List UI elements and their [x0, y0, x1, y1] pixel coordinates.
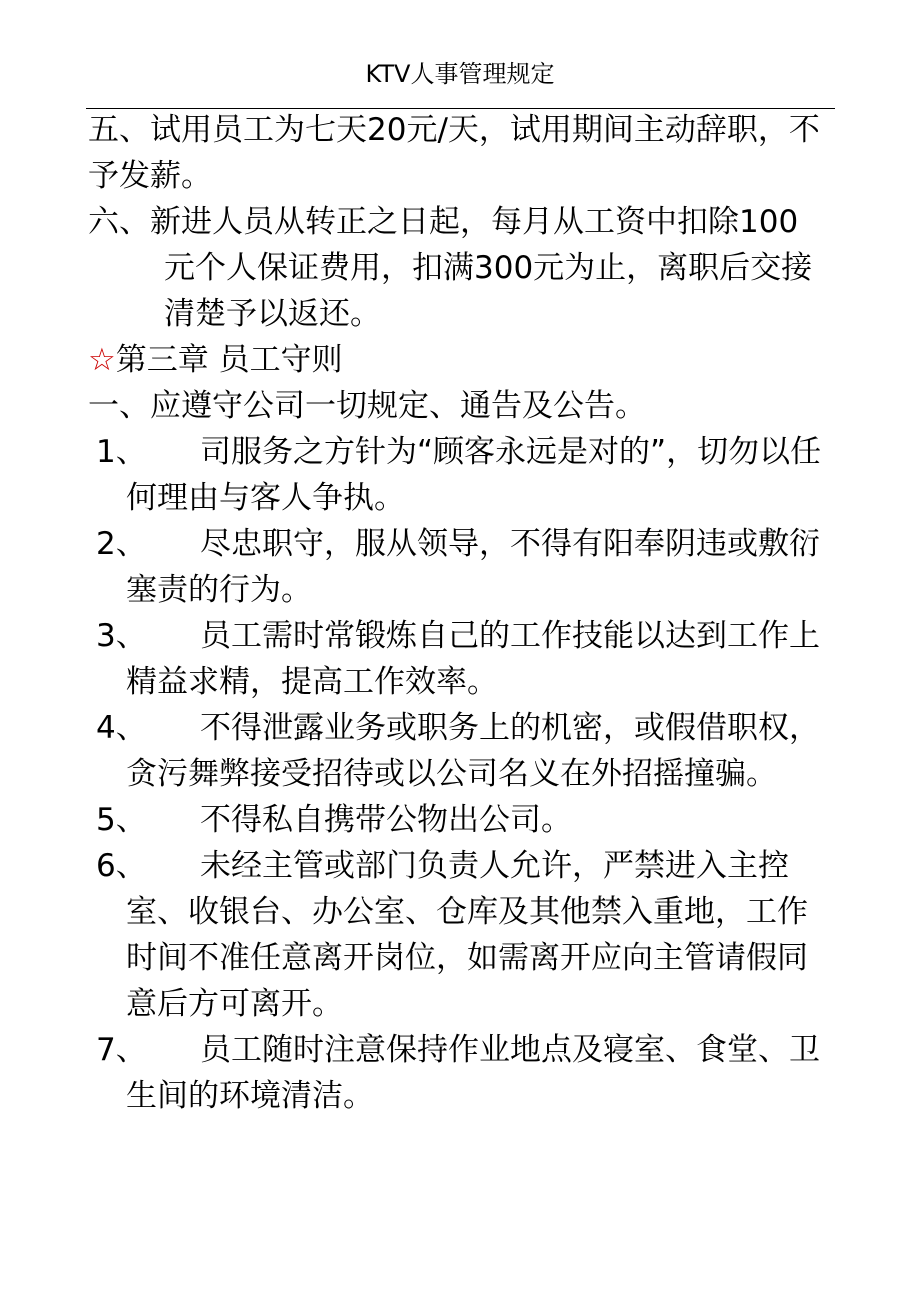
list-item-number: 4、	[96, 710, 147, 746]
list-item-text: 未经主管或部门负责人允许，严禁进入主控室、收银台、办公室、仓库及其他禁入重地，工作时间不准任意离开岗位，如需离开应向主管请假同意后方可离开。	[126, 848, 808, 1022]
list-item	[88, 843, 828, 1027]
list-item-number: 3、	[96, 618, 147, 654]
list-item-number: 6、	[96, 848, 147, 884]
list-item-text: 员工随时注意保持作业地点及寝室、食堂、卫生间的环境清洁。	[126, 1032, 820, 1114]
list-item	[88, 797, 828, 843]
chapter-title: 第三章 员工守则	[115, 342, 343, 378]
list-item	[88, 1027, 828, 1119]
list-item	[88, 429, 828, 521]
list-item-number: 1、	[96, 434, 147, 470]
chapter-heading	[88, 337, 828, 383]
star-icon: ☆	[88, 342, 116, 378]
list-item-text: 不得泄露业务或职务上的机密，或假借职权，贪污舞弊接受招待或以公司名义在外招摇撞骗。	[126, 710, 820, 792]
list-item-number: 2、	[96, 526, 147, 562]
list-item-number: 5、	[96, 802, 147, 838]
list-item-text: 不得私自携带公物出公司。	[200, 802, 572, 838]
list-item	[88, 613, 828, 705]
list-item-text: 尽忠职守，服从领导，不得有阳奉阴违或敷衍塞责的行为。	[126, 526, 820, 608]
list-item	[88, 521, 828, 613]
list-item-text: 司服务之方针为“顾客永远是对的”，切勿以任何理由与客人争执。	[126, 434, 822, 516]
page-header-title: KTV人事管理规定	[365, 60, 555, 88]
paragraph-six: 六、新进人员从转正之日起，每月从工资中扣除100元个人保证费用，扣满300元为止，离职后交接清楚予以返还。	[88, 204, 813, 332]
list-item-text: 员工需时常锻炼自己的工作技能以达到工作上精益求精，提高工作效率。	[126, 618, 820, 700]
document-body	[88, 107, 828, 1119]
list-item	[88, 705, 828, 797]
paragraph-five: 五、试用员工为七天20元/天，试用期间主动辞职，不予发薪。	[88, 112, 820, 194]
section-one: 一、应遵守公司一切规定、通告及公告。	[88, 388, 646, 424]
list-item-number: 7、	[96, 1032, 147, 1068]
